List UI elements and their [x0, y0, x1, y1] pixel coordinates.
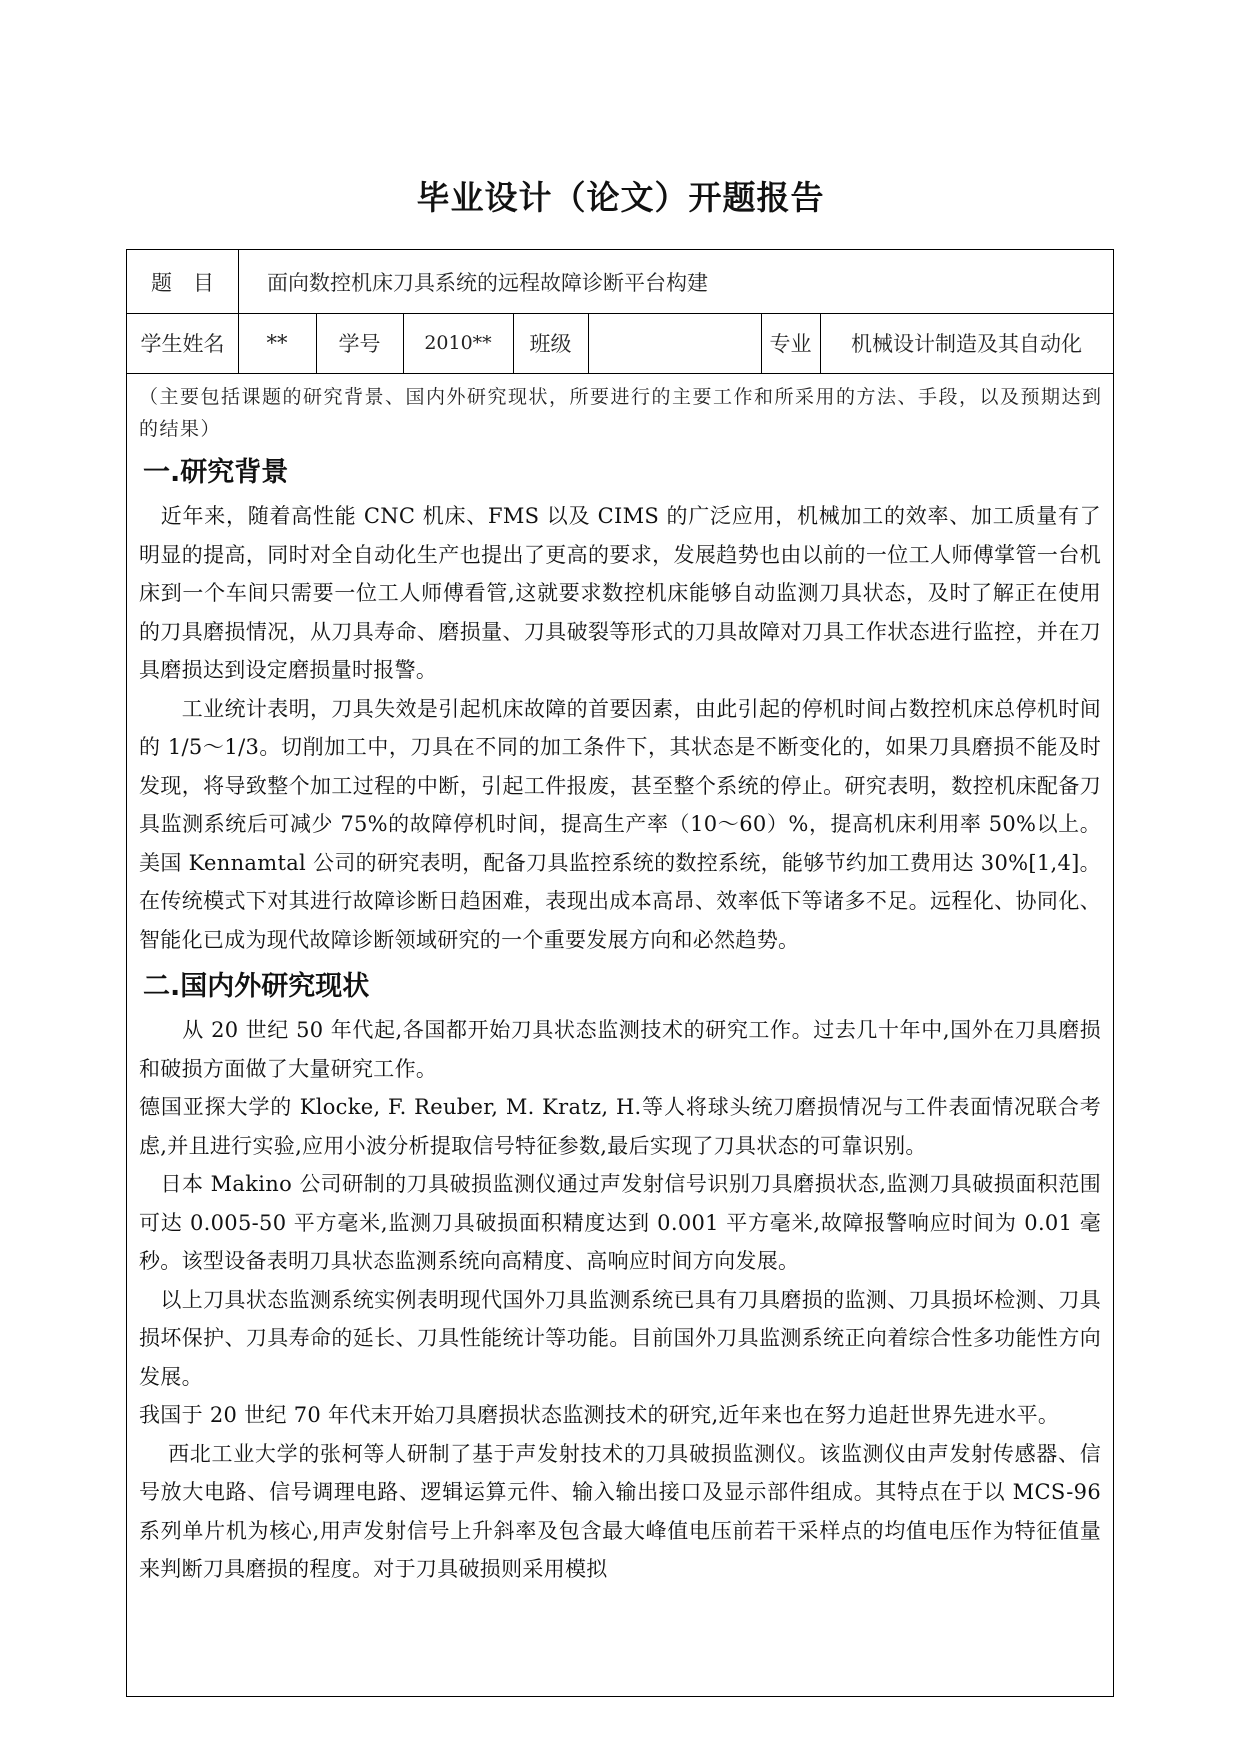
report-table: [126, 249, 1114, 1697]
page-title: 毕业设计（论文）开题报告: [416, 178, 825, 217]
class-value: [588, 313, 761, 373]
row-divider: [127, 373, 1113, 374]
topic-value: 面向数控机床刀具系统的远程故障诊断平台构建: [267, 270, 708, 295]
instruction-note: （主要包括课题的研究背景、国内外研究现状，所要进行的主要工作和所采用的方法、手段，以及预期达到的结果）: [139, 386, 1103, 440]
major-value: 机械设计制造及其自动化: [851, 332, 1082, 356]
paragraph: 日本 Makino 公司研制的刀具破损监测仪通过声发射信号识别刀具磨损状态,监测刀具破损面积范围可达 0.005-50 平方毫米,监测刀具破损面积精度达到 0.001 平方毫米,故障报警响应时间为 0.01 毫秒。该型设备表明刀具状态监测系统向高精度、高响应时间方向发展。: [139, 1172, 1101, 1273]
paragraph: 西北工业大学的张柯等人研制了基于声发射技术的刀具破损监测仪。该监测仪由声发射传感器、信号放大电路、信号调理电路、逻辑运算元件、输入输出接口及显示部件组成。其特点在于以 MCS-96 系列单片机为核心,用声发射信号上升斜率及包含最大峰值电压前若干采样点的均值电压作为特征值量来判断刀具磨损的程度。对于刀具破损则采用模拟: [139, 1441, 1101, 1581]
paragraph: 从 20 世纪 50 年代起,各国都开始刀具状态监测技术的研究工作。过去几十年中,国外在刀具磨损和破损方面做了大量研究工作。: [139, 1018, 1101, 1081]
major-label: 专业: [769, 332, 812, 356]
paragraph: 德国亚探大学的 Klocke, F. Reuber, M. Kratz, H.等人将球头统刀磨损情况与工件表面情况联合考虑,并且进行实验,应用小波分析提取信号特征参数,最后实现了刀具状态的可靠识别。: [139, 1095, 1101, 1158]
paragraph: 近年来，随着高性能 CNC 机床、FMS 以及 CIMS 的广泛应用，机械加工的效率、加工质量有了明显的提高，同时对全自动化生产也提出了更高的要求，发展趋势也由以前的一位工人师傅掌管一台机床到一个车间只需要一位工人师傅看管,这就要求数控机床能够自动监测刀具状态，及时了解正在使用的刀具磨损情况，从刀具寿命、磨损量、刀具破裂等形式的刀具故障对刀具工作状态进行监控，并在刀具磨损达到设定磨损量时报警。: [139, 504, 1101, 682]
section-heading-research-status: 二.国内外研究现状: [143, 971, 370, 1002]
report-body: [135, 381, 1105, 1589]
paragraph: 以上刀具状态监测系统实例表明现代国外刀具监测系统已具有刀具磨损的监测、刀具损坏检测、刀具损坏保护、刀具寿命的延长、刀具性能统计等功能。目前国外刀具监测系统正向着综合性多功能性方向发展。: [139, 1287, 1101, 1389]
paragraph: 工业统计表明，刀具失效是引起机床故障的首要因素，由此引起的停机时间占数控机床总停机时间的 1/5～1/3。切削加工中，刀具在不同的加工条件下，其状态是不断变化的，如果刀具磨损不能及时发现，将导致整个加工过程的中断，引起工件报废，甚至整个系统的停止。研究表明，数控机床配备刀具监测系统后可减少 75%的故障停机时间，提高生产率（10～60）%，提高机床利用率 50%以上。美国 Kennamtal 公司的研究表明，配备刀具监控系统的数控系统，能够节约加工费用达 30%[1,4]。在传统模式下对其进行故障诊断日趋困难，表现出成本高昂、效率低下等诸多不足。远程化、协同化、智能化已成为现代故障诊断领域研究的一个重要发展方向和必然趋势。: [139, 696, 1101, 952]
student-name-label: 学生姓名: [140, 332, 225, 356]
column-divider: [238, 250, 239, 313]
class-label: 班级: [529, 332, 572, 356]
section-heading-background: 一.研究背景: [143, 457, 289, 488]
topic-label: 题 目: [151, 270, 214, 295]
student-name-value: **: [266, 331, 288, 355]
student-id-value: 2010**: [424, 332, 492, 354]
paragraph: 我国于 20 世纪 70 年代末开始刀具磨损状态监测技术的研究,近年来也在努力追赶世界先进水平。: [139, 1403, 1060, 1427]
student-id-label: 学号: [338, 332, 381, 356]
